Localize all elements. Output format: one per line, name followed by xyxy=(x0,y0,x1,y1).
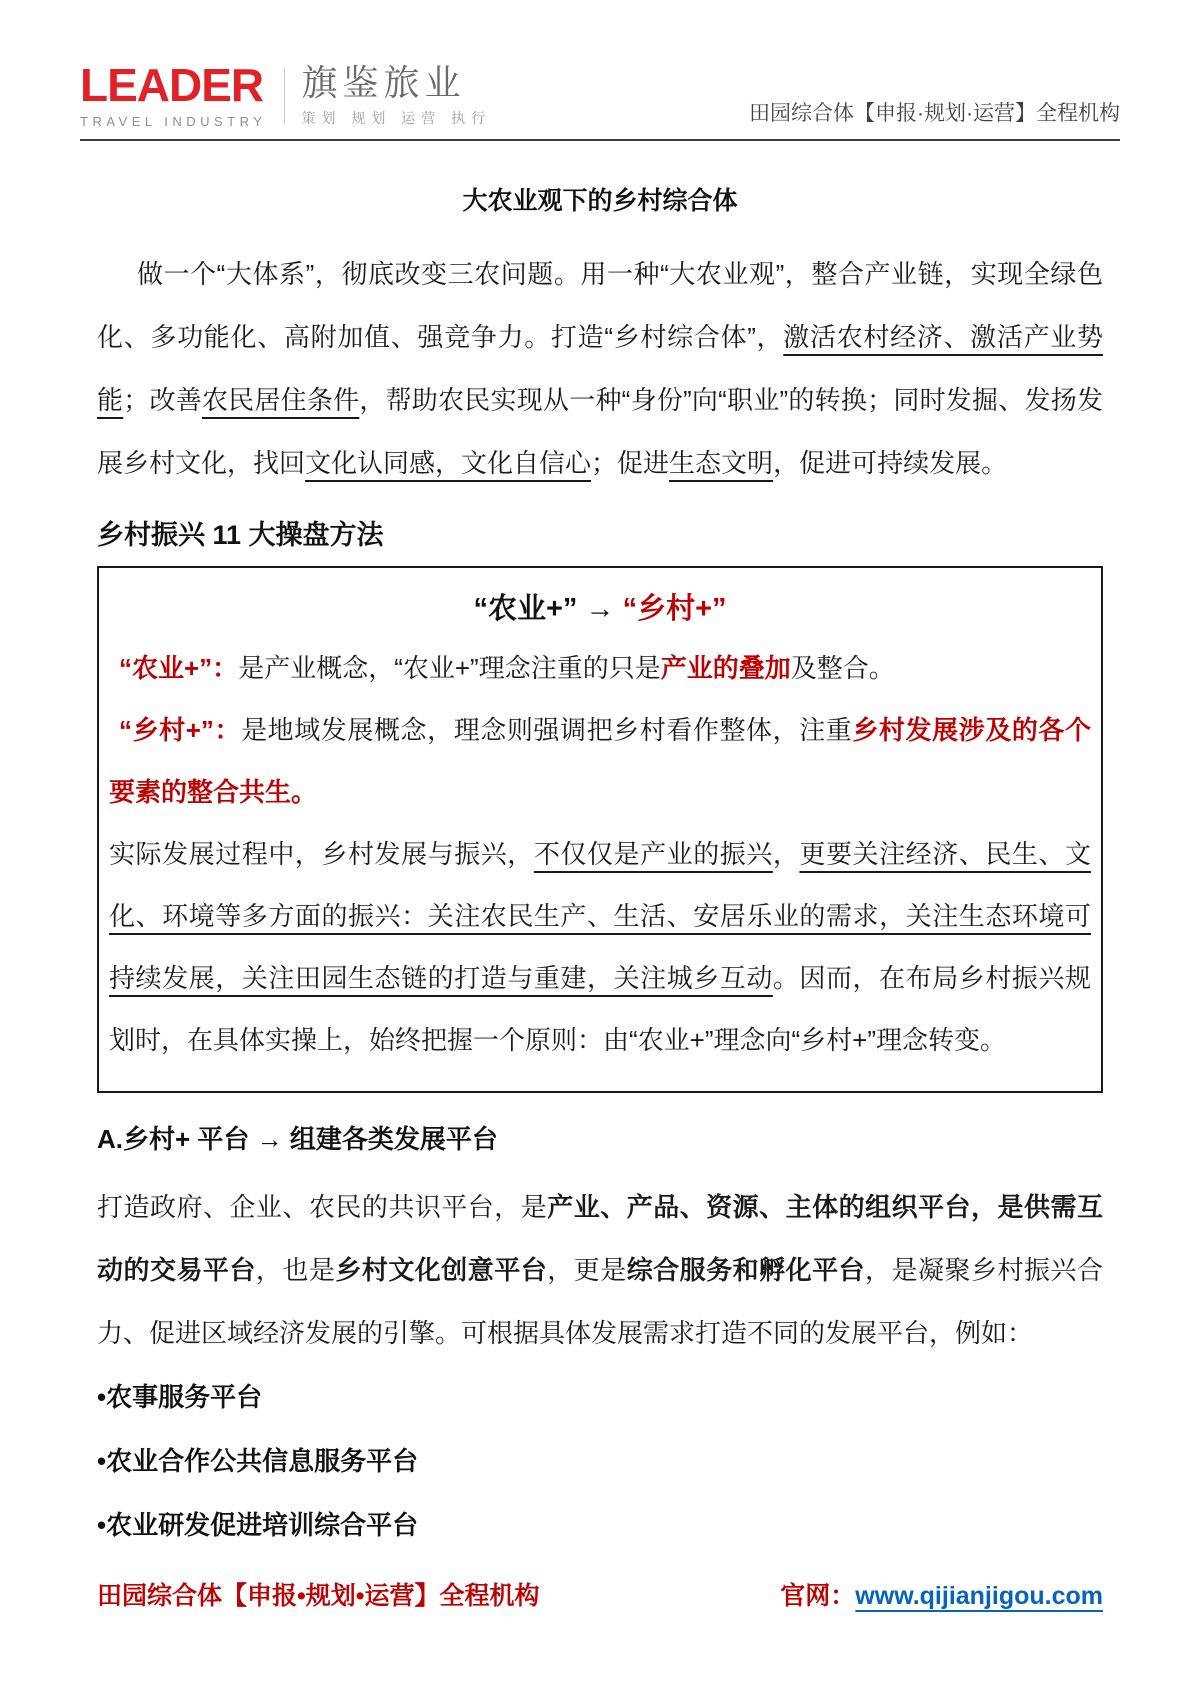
bullet-item-farm-service: •农事服务平台 xyxy=(97,1382,263,1412)
page-header xyxy=(80,0,1120,141)
logo-cn-name: 旗鉴旅业 xyxy=(301,61,466,103)
footer-tagline: 田园综合体【申报•规划•运营】全程机构 xyxy=(97,1582,540,1610)
logo-brand-block xyxy=(80,59,267,129)
bullet-item-rd-training: •农业研发促进培训综合平台 xyxy=(97,1510,419,1540)
section-heading: 乡村振兴 11 大操盘方法 xyxy=(97,520,384,550)
bullet-item-coop-info: •农业合作公共信息服务平台 xyxy=(97,1446,419,1476)
intro-paragraph: 做一个“大体系”，彻底改变三农问题。用一种“大农业观”，整合产业链，实现全绿色化、多功能化、高附加值、强竞争力。打造“乡村综合体”，激活农村经济、激活产业势能；改善农民居住条件，帮助农民实现从一种“身份”向“职业”的转换；同时发掘、发扬发展乡村文化，找回文化认同感，文化自信心；促进生态文明，促进可持续发展。 xyxy=(97,259,1103,478)
header-tagline: 田园综合体【申报·规划·运营】全程机构 xyxy=(749,102,1120,125)
logo-cn-subtext: 策划 规划 运营 执行 xyxy=(301,109,492,126)
logo-divider xyxy=(284,68,285,124)
document-body xyxy=(97,181,1103,1557)
box-paragraph-village: “乡村+”：是地域发展概念，理念则强调把乡村看作整体，注重乡村发展涉及的各个要素的整合共生。 xyxy=(109,715,1091,807)
logo-brand-text: LEADER xyxy=(80,59,264,111)
footer-site-label: 官网： xyxy=(780,1582,856,1610)
subsection-a-paragraph: 打造政府、企业、农民的共识平台，是产业、产品、资源、主体的组织平台，是供需互动的交易平台，也是乡村文化创意平台，更是综合服务和孵化平台，是凝聚乡村振兴合力、促进区域经济发展的引擎。可根据具体发展需求打造不同的发展平台，例如： xyxy=(97,1192,1103,1348)
box-paragraph-development: 实际发展过程中，乡村发展与振兴，不仅仅是产业的振兴，更要关注经济、民生、文化、环境等多方面的振兴：关注农民生产、生活、安居乐业的需求，关注生态环境可持续发展，关注田园生态链的打造与重建，关注城乡互动。因而，在布局乡村振兴规划时，在具体实操上，始终把握一个原则：由“农业+”理念向“乡村+”理念转变。 xyxy=(109,839,1091,1055)
footer-website xyxy=(780,1576,1103,1612)
doc-title: 大农业观下的乡村综合体 xyxy=(462,187,738,215)
logo-cn-block xyxy=(301,61,492,128)
footer-website-link[interactable]: www.qijianjigou.com xyxy=(855,1582,1103,1610)
subsection-a-heading: A.乡村+ 平台 → 组建各类发展平台 xyxy=(97,1124,498,1154)
logo-brand-subtext: TRAVEL INDUSTRY xyxy=(80,114,267,129)
page-footer xyxy=(97,1576,1103,1612)
box-paragraph-agriculture: “农业+”：是产业概念，“农业+”理念注重的只是产业的叠加及整合。 xyxy=(119,653,895,683)
box-title: “农业+” → “乡村+” xyxy=(473,593,727,625)
concept-box xyxy=(97,566,1103,1093)
company-logo xyxy=(80,59,492,129)
